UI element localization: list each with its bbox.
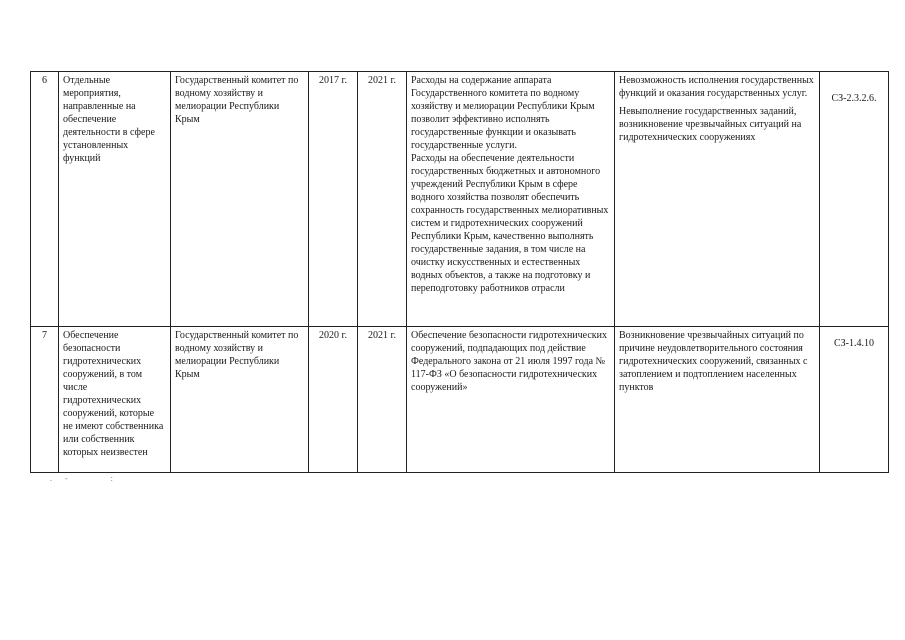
indicator-link: СЗ-1.4.10 (820, 327, 889, 473)
end-year: 2021 г. (358, 72, 407, 327)
table-row (31, 327, 889, 473)
executor: Государственный комитет по водному хозяйству и мелиорации Республики Крым (171, 327, 309, 473)
expected-result-paragraph: Расходы на содержание аппарата Государственного комитета по водному хозяйству и мелиорации Республики Крым позволит эффективно исполнять государственные функции и оказывать государственные услуги. (411, 75, 595, 151)
row-number: 6 (31, 72, 59, 327)
start-year: 2017 г. (309, 72, 358, 327)
consequence-paragraph: Возникновение чрезвычайных ситуаций по причине неудовлетворительного состояния гидротехнических сооружений, связанных с затоплением и подтоплением населенных пунктов (619, 330, 808, 393)
expected-result-paragraph: Расходы на обеспечение деятельности государственных бюджетных и автономного учреждений Республики Крым в сфере водного хозяйства позволят обеспечить сохранность государственных мелиоративных систем и гидротехнических сооружений Республики Крым, качественно выполнять государственные задания, в том числе на очистку искусственных и естественных водных объектов, а также на подготовку и переподготовку работников отрасли (411, 153, 609, 294)
expected-result (407, 327, 615, 473)
expected-result-paragraph: Обеспечение безопасности гидротехнических сооружений, подпадающих под действие Федерального закона от 21 июля 1997 года № 117-ФЗ «О безопасности гидротехнических сооружений» (411, 330, 608, 393)
expected-result (407, 72, 615, 327)
table-row (31, 72, 889, 327)
end-year: 2021 г. (358, 327, 407, 473)
start-year: 2020 г. (309, 327, 358, 473)
consequence-paragraph: Невозможность исполнения государственных функций и оказания государственных услуг. (619, 75, 814, 99)
indicator-link: СЗ-2.3.2.6. (820, 72, 889, 327)
row-number: 7 (31, 327, 59, 473)
scan-specks: . - : (50, 474, 116, 483)
measures-table (30, 71, 889, 473)
measure-name: Отдельные мероприятия, направленные на обеспечение деятельности в сфере установленных функций (59, 72, 171, 327)
consequences (615, 327, 820, 473)
executor: Государственный комитет по водному хозяйству и мелиорации Республики Крым (171, 72, 309, 327)
consequences (615, 72, 820, 327)
consequence-paragraph: Невыполнение государственных заданий, возникновение чрезвычайных ситуаций на гидротехнических сооружениях (619, 106, 802, 143)
measure-name: Обеспечение безопасности гидротехнических сооружений, в том числе гидротехнических сооружений, которые не имеют собственника или собственник которых неизвестен (59, 327, 171, 473)
